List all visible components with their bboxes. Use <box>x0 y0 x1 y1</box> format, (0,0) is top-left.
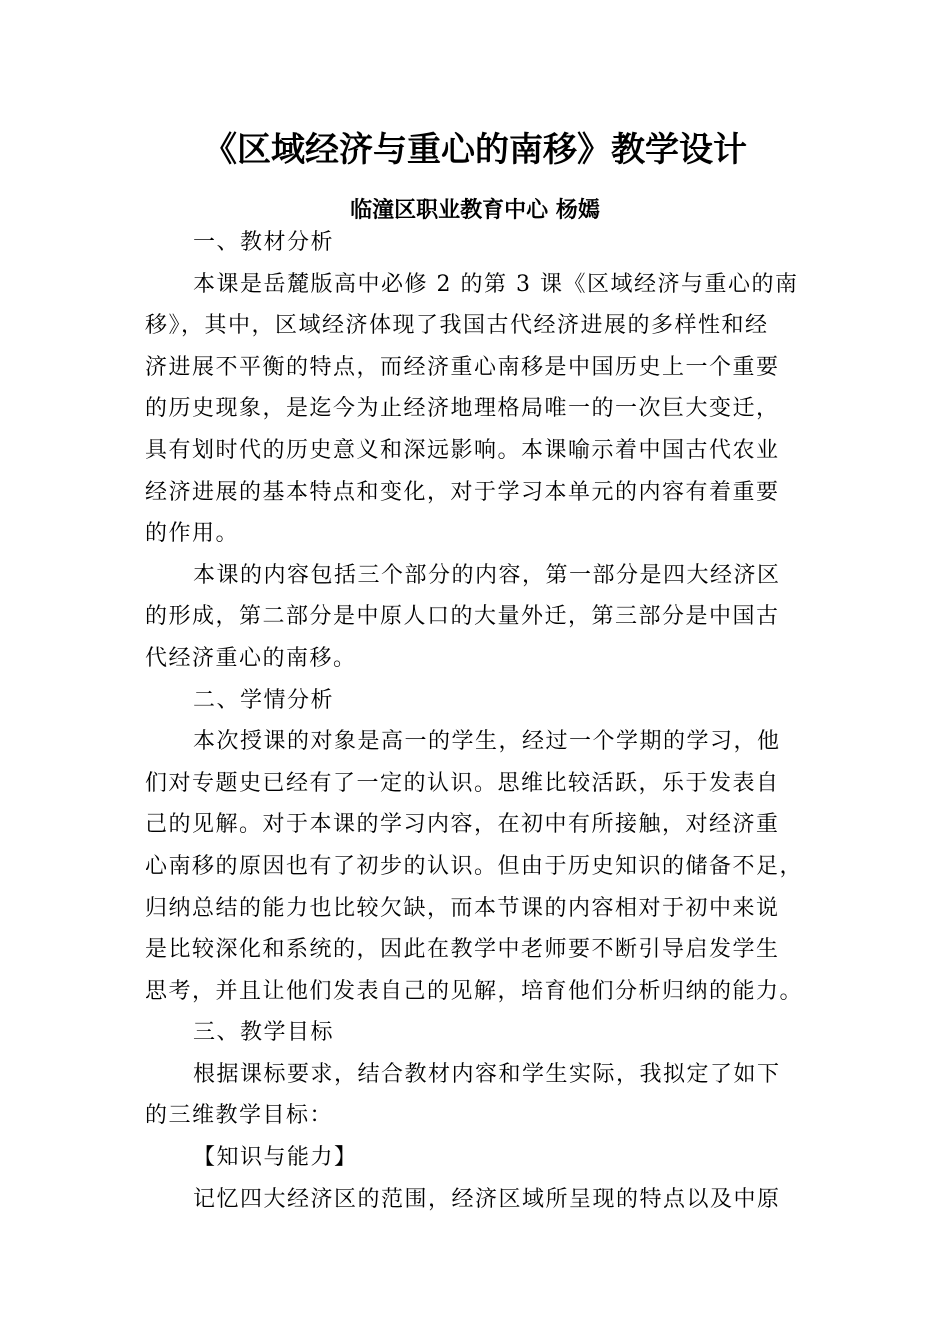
body-line: 移》，其中，区域经济体现了我国古代经济进展的多样性和经 <box>145 313 769 339</box>
body-line: 心南移的原因也有了初步的认识。但由于历史知识的储备不足， <box>145 853 804 879</box>
body-line: 的三维教学目标： <box>145 1103 334 1129</box>
document-author: 临潼区职业教育中心 杨嫣 <box>350 198 600 223</box>
body-line: 的形成，第二部分是中原人口的大量外迁，第三部分是中国古 <box>145 604 780 630</box>
document-body <box>145 222 815 1220</box>
body-line: 本次授课的对象是高一的学生，经过一个学期的学习，他 <box>193 729 781 755</box>
document-title: 《区域经济与重心的南移》教学设计 <box>203 130 747 170</box>
body-line: 本课是岳麓版高中必修 2 的第 3 课《区域经济与重心的南 <box>193 271 799 297</box>
body-line: 代经济重心的南移。 <box>145 645 357 671</box>
body-line: 的历史现象，是迄今为止经济地理格局唯一的一次巨大变迁， <box>145 396 780 422</box>
body-line: 思考，并且让他们发表自己的见解，培育他们分析归纳的能力。 <box>145 978 804 1004</box>
body-line: 根据课标要求，结合教材内容和学生实际，我拟定了如下 <box>193 1061 781 1087</box>
body-line: 是比较深化和系统的，因此在教学中老师要不断引导启发学生 <box>145 937 780 963</box>
body-line: 记忆四大经济区的范围，经济区域所呈现的特点以及中原 <box>193 1186 781 1212</box>
body-line: 经济进展的基本特点和变化，对于学习本单元的内容有着重要 <box>145 479 780 505</box>
body-line: 己的见解。对于本课的学习内容，在初中有所接触，对经济重 <box>145 812 780 838</box>
body-line: 具有划时代的历史意义和深远影响。本课喻示着中国古代农业 <box>145 437 780 463</box>
body-line: 三、教学目标 <box>193 1020 335 1046</box>
body-line: 一、教材分析 <box>193 230 335 255</box>
body-line: 的作用。 <box>145 521 240 547</box>
body-line: 本课的内容包括三个部分的内容，第一部分是四大经济区 <box>193 562 781 588</box>
body-line: 们对专题史已经有了一定的认识。思维比较活跃，乐于发表自 <box>145 770 780 796</box>
body-line: 济进展不平衡的特点，而经济重心南移是中国历史上一个重要 <box>145 354 780 380</box>
body-line: 归纳总结的能力也比较欠缺，而本节课的内容相对于初中来说 <box>145 895 780 921</box>
body-line: 【知识与能力】 <box>193 1145 358 1171</box>
body-line: 二、学情分析 <box>193 687 335 713</box>
